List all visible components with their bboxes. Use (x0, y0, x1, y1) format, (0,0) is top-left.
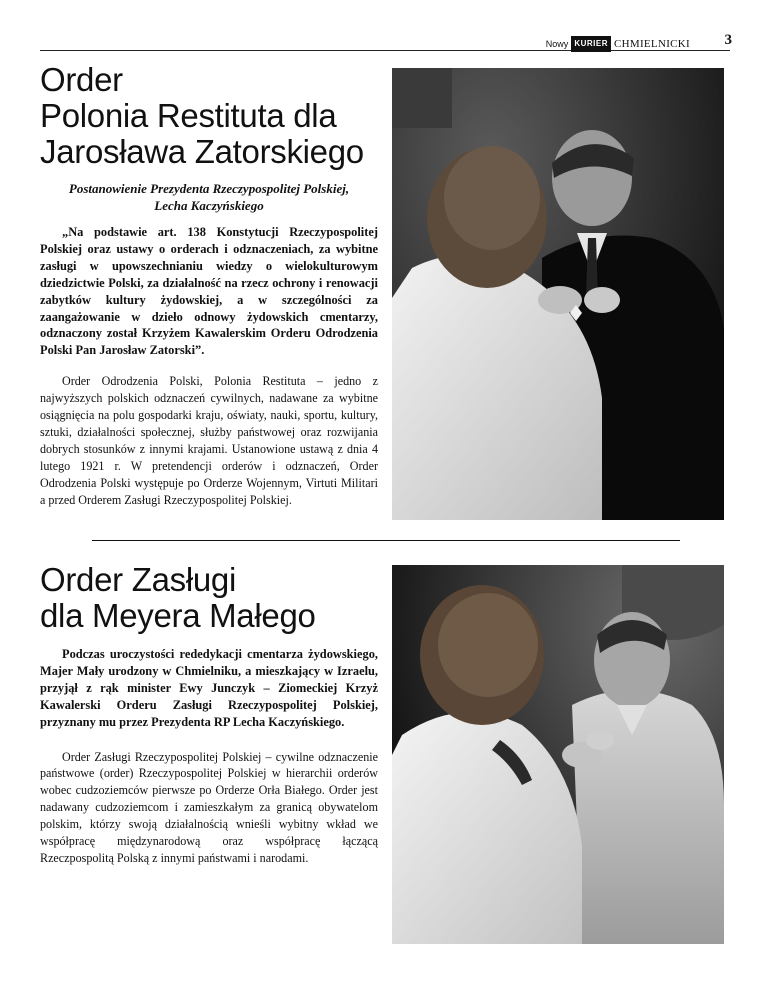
article2-lead: Podczas uroczystości rededykacji cmentarza żydowskiego, Majer Mały urodzony w Chmielniku, a mieszkający w Izraelu, przyjął z rąk minister Ewy Junczyk – Ziomeckiej Krzyż Kawalerski Orderu Zasługi Rzeczypospolitej Polskiej, przyznany mu przez Prezydenta RP Lecha Kaczyńskiego. (40, 647, 378, 729)
page-header (40, 32, 732, 51)
photo-ceremony-zatorski-image (392, 68, 724, 520)
article1-headline (40, 62, 378, 170)
masthead-city: CHMIELNICKI (613, 38, 690, 50)
article1-lead: „Na podstawie art. 138 Konstytucji Rzeczypospolitej Polskiej oraz ustawy o orderach i odznaczeniach, za wybitne zasługi w upowszechnianiu wiedzy o wielokulturowym dziedzictwie Polski, za działalność na rzecz ochrony i renowacji zabytków kultury żydowskiej, a w szczególności za zaangażowanie w dzieło odnowy żydowskich cmentarzy, odznaczony został Krzyżem Kawalerskim Orderu Odrodzenia Polski Pan Jarosław Zatorski”. (40, 225, 378, 358)
article-polonia-restituta (40, 62, 378, 509)
article1-body: Order Odrodzenia Polski, Polonia Restituta – jedno z najwyższych polskich odznaczeń cywilnych, nadawane za wybitne osiągnięcia na polu gospodarki kraju, oświaty, nauki, sportu, kultury, sztuki, działalności społecznej, służby państwowej oraz rozwijania dobrych stosunków z innymi krajami. Ustanowione ustawą z dnia 4 lutego 1921 r. W pretendencji orderów i odznaczeń, Order Odrodzenia Polski występuje po Orderze Wojennym, Virtuti Militari a przed Orderem Zasługi Rzeczypospolitej Polskiej. (40, 374, 378, 507)
article1-headline-line1: Order (40, 61, 123, 98)
article1-subhead: Postanowienie Prezydenta Rzeczypospolitej Polskiej, Lecha Kaczyńskiego (68, 181, 350, 213)
section-divider (92, 540, 680, 541)
photo-ceremony-maly (392, 565, 724, 944)
article-order-zaslugi (40, 562, 378, 867)
masthead (546, 36, 690, 52)
photo-ceremony-zatorski (392, 68, 724, 520)
article1-headline-line3: Jarosława Zatorskiego (40, 133, 364, 170)
masthead-prefix: Nowy (545, 39, 569, 49)
article1-headline-line2: Polonia Restituta dla (40, 97, 337, 134)
page-number: 3 (724, 32, 732, 48)
photo-ceremony-maly-image (392, 565, 724, 944)
article2-headline (40, 562, 378, 634)
article2-headline-line1: Order Zasługi (40, 561, 237, 598)
article2-body: Order Zasługi Rzeczypospolitej Polskiej – cywilne odznaczenie państwowe (order) Rzeczypospolitej Polskiej w hierarchii orderów wobec cudzoziemców pierwsze po Orderze Orła Białego. Order jest nadawany cudzoziemcom i zamieszkałym za granicą obywatelom polskim, którzy swoją działalnością wnieśli wybitny wkład we współpracę międzynarodową oraz współpracę łączącą Rzeczpospolitą Polską z innymi państwami i narodami. (40, 749, 378, 865)
masthead-brand: KURIER (571, 36, 611, 52)
article2-headline-line2: dla Meyera Małego (40, 597, 316, 634)
